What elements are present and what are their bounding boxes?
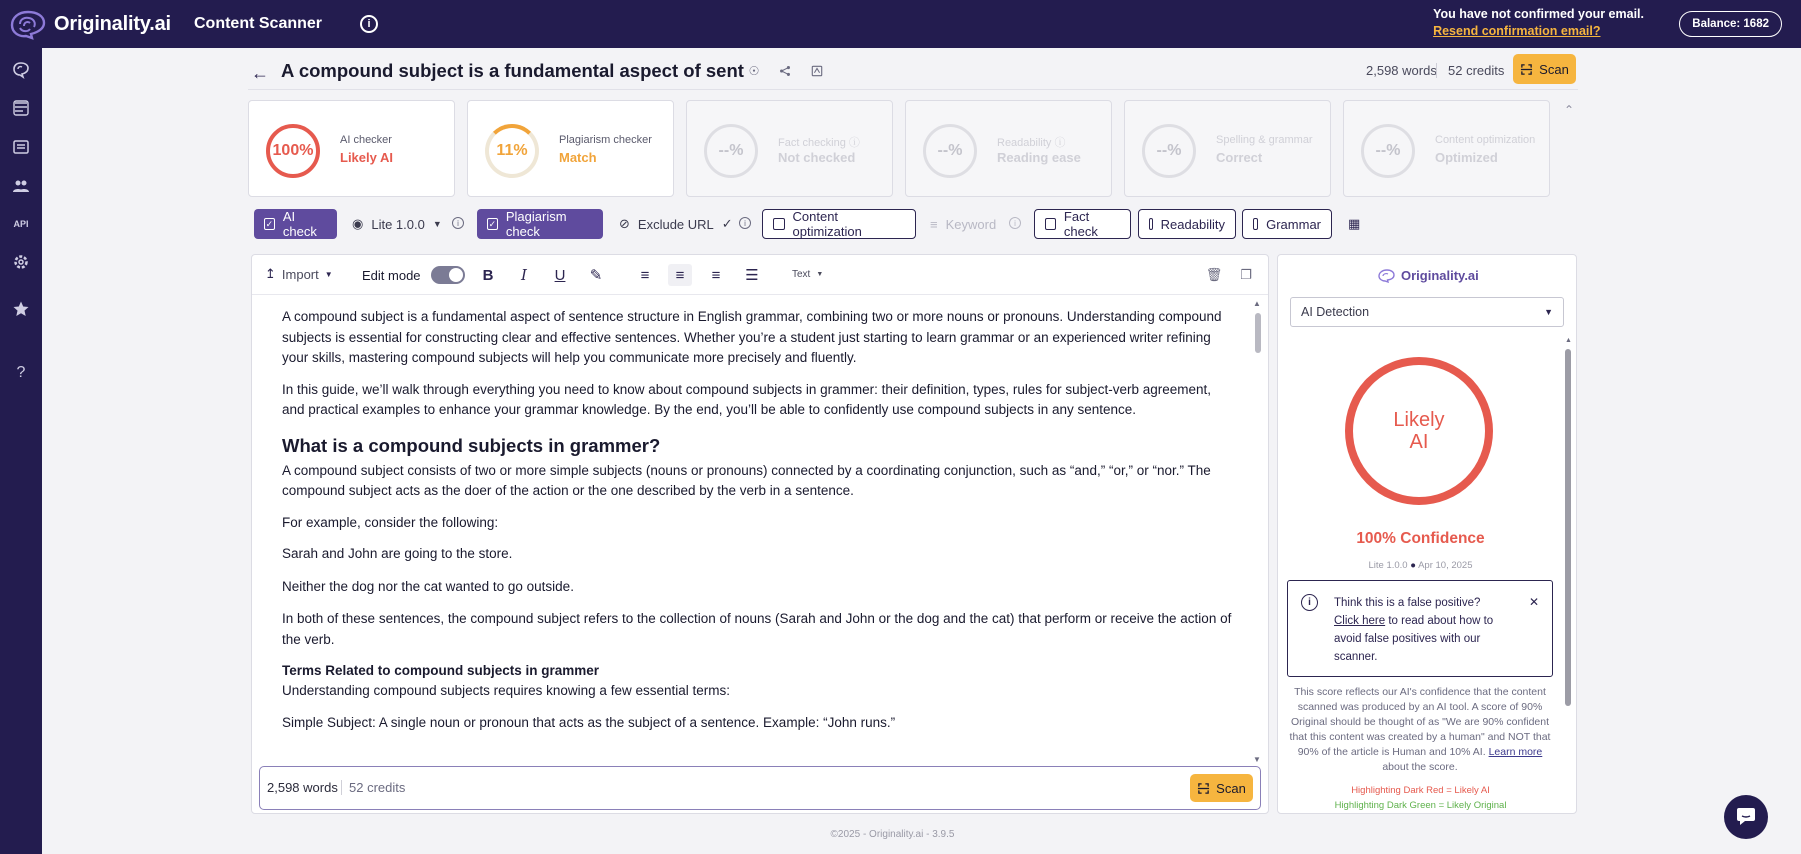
- chat-icon: [1735, 807, 1757, 827]
- model-select[interactable]: [342, 209, 452, 239]
- fact-check-label: Fact check: [1063, 209, 1098, 239]
- star-icon[interactable]: [11, 299, 31, 319]
- ring-text-line2: AI: [1409, 431, 1429, 453]
- close-icon[interactable]: ✕: [1528, 595, 1539, 609]
- ai-check-label: AI check: [282, 209, 317, 239]
- panel-brand-name: Originality.ai: [1401, 268, 1479, 283]
- plagiarism-check-toggle[interactable]: [477, 209, 603, 239]
- keyword-field[interactable]: [920, 209, 1006, 239]
- copy-icon[interactable]: ❐: [1240, 267, 1252, 282]
- exclude-url-info-icon[interactable]: i: [739, 217, 751, 229]
- link-off-icon: ⊘: [619, 216, 630, 231]
- model-version: Lite 1.0.0: [1368, 560, 1408, 571]
- false-positive-text: [1334, 594, 1514, 666]
- plagiarism-score-ring: 11%: [485, 124, 539, 178]
- likely-ai-ring: [1345, 357, 1493, 505]
- exclude-url-label: Exclude URL: [637, 216, 714, 232]
- grammar-label: Grammar: [1266, 216, 1321, 232]
- paragraph: Understanding compound subjects requires knowing a few essential terms:: [282, 683, 730, 698]
- paragraph: For example, consider the following:: [282, 514, 499, 530]
- brain-logo-icon: [8, 8, 48, 40]
- optimization-score-ring: --%: [1361, 124, 1415, 178]
- align-right-icon[interactable]: ≡: [711, 266, 721, 284]
- checkbox-icon: [1149, 218, 1153, 230]
- align-justify-icon[interactable]: ☰: [745, 267, 759, 284]
- plagiarism-check-label: Plagiarism check: [505, 209, 567, 239]
- footer-credits: 52 credits: [341, 780, 405, 795]
- fact-checking-card[interactable]: [686, 100, 893, 197]
- balance-button[interactable]: Balance: 1682: [1679, 11, 1782, 37]
- false-positive-title: Think this is a false positive?: [1334, 597, 1481, 609]
- grammar-toggle[interactable]: [1242, 209, 1332, 239]
- highlight-pen-icon[interactable]: ✎: [589, 267, 603, 284]
- bullet-list: [282, 544, 1232, 597]
- align-left-icon[interactable]: ≡: [640, 266, 650, 284]
- panel-brand: [1378, 268, 1479, 283]
- import-label: Import: [281, 266, 319, 282]
- card-label: Readability ⓘ: [997, 137, 1066, 149]
- share-icon[interactable]: [778, 64, 792, 78]
- caret-down-icon: ▼: [432, 219, 442, 229]
- editor: [251, 254, 1269, 814]
- score-explanation: [1287, 685, 1553, 775]
- text-style-label: Text: [792, 269, 811, 280]
- confidence-score: 100% Confidence: [1356, 530, 1485, 547]
- bullet-list: [282, 713, 1232, 734]
- app-name: Content Scanner: [194, 15, 323, 32]
- italic-icon[interactable]: I: [521, 266, 527, 284]
- plagiarism-checker-card[interactable]: [467, 100, 674, 197]
- panel-scrollbar[interactable]: [1565, 349, 1571, 706]
- calendar-icon[interactable]: ▦: [1348, 216, 1361, 231]
- copyright: ©2025 - Originality.ai - 3.9.5: [830, 829, 955, 840]
- email-notice-text: You have not confirmed your email.: [1433, 7, 1644, 21]
- scan-icon: [1197, 782, 1210, 795]
- bold-icon[interactable]: B: [482, 266, 494, 284]
- chat-button[interactable]: [1724, 795, 1768, 839]
- editor-scrollbar[interactable]: [1255, 313, 1261, 353]
- checkbox-icon: [773, 218, 785, 230]
- trash-icon[interactable]: 🗑: [1205, 267, 1223, 282]
- editor-content[interactable]: [282, 307, 1232, 762]
- card-label: Fact checking ⓘ: [778, 137, 860, 149]
- brain-icon[interactable]: [11, 60, 31, 80]
- resend-confirmation-link[interactable]: Resend confirmation email?: [1433, 24, 1601, 38]
- checkbox-checked-icon: ✓: [488, 218, 497, 229]
- readability-toggle[interactable]: [1138, 209, 1236, 239]
- check-icon: ✓: [721, 216, 733, 231]
- brand-name: Originality.ai: [54, 12, 171, 35]
- edit-mode-control: [362, 266, 465, 284]
- about-score-text: about the score.: [1382, 761, 1458, 773]
- credits-count: 52 credits: [1436, 63, 1504, 78]
- scanner-icon[interactable]: [11, 98, 31, 118]
- caret-down-icon: ▼: [324, 269, 333, 279]
- dot-separator: ●: [1410, 560, 1416, 571]
- readability-card[interactable]: [905, 100, 1112, 197]
- paragraph: A compound subject is a fundamental aspect of sentence structure in English grammar, combining two or more nouns or pronouns. Understanding compound subjects is essential for constructing clear and effective sentences. Whether you’re a student just starting to learn grammar or an experienced writer refining your skills, mastering compound subjects will help you communicate more precisely and fluently.: [282, 309, 1222, 365]
- checkbox-checked-icon: ✓: [265, 218, 274, 229]
- click-here-link[interactable]: Click here: [1334, 615, 1386, 627]
- false-positive-notice: [1287, 580, 1553, 677]
- scroll-up-arrow-icon[interactable]: ▲: [1565, 337, 1572, 344]
- model-info-icon[interactable]: i: [452, 217, 464, 229]
- checkbox-icon: [1045, 218, 1056, 230]
- word-count: 2,598 words: [1366, 63, 1437, 78]
- scan-button[interactable]: [1513, 54, 1576, 84]
- ai-check-toggle[interactable]: [254, 209, 337, 239]
- card-label: Plagiarism checker: [559, 134, 652, 146]
- false-positive-rest: to read about how to avoid false positives with our scanner.: [1334, 615, 1494, 663]
- scroll-down-arrow-icon[interactable]: ▼: [1253, 755, 1261, 764]
- card-label: AI checker: [340, 134, 392, 146]
- list-item: • Sarah and John are going to the store.: [282, 544, 1232, 565]
- list-item: • Neither the dog nor the cat wanted to go outside.: [282, 577, 1232, 598]
- scan-label: Scan: [1216, 780, 1246, 796]
- fact-check-toggle[interactable]: [1034, 209, 1131, 239]
- exclude-url-button[interactable]: [609, 209, 743, 239]
- highlight-legend-green: Highlighting Dark Green = Likely Original: [1334, 800, 1507, 811]
- library-icon[interactable]: [11, 137, 31, 157]
- logo[interactable]: [0, 8, 182, 40]
- back-arrow-icon[interactable]: ←: [251, 63, 269, 83]
- team-icon[interactable]: [11, 176, 31, 196]
- ring-text-line1: Likely: [1393, 409, 1445, 431]
- card-result: Optimized: [1435, 150, 1498, 165]
- readability-label: Readability: [1160, 216, 1225, 232]
- api-icon[interactable]: [11, 214, 31, 234]
- content-optimization-label: Content optimization: [792, 209, 862, 239]
- side-nav: [0, 48, 42, 854]
- caret-down-icon: ▼: [816, 271, 824, 278]
- editor-footer: [259, 766, 1261, 810]
- document-title[interactable]: A compound subject is a fundamental aspect of sent: [281, 60, 744, 81]
- learn-more-link[interactable]: Learn more: [1488, 746, 1543, 758]
- brain-logo-icon: [1378, 269, 1396, 283]
- info-icon: i: [1301, 594, 1318, 611]
- keyword-icon: ≡: [930, 216, 938, 232]
- keyword-label: Keyword: [945, 216, 997, 232]
- ai-checker-card[interactable]: [248, 100, 455, 197]
- model-version-date: [1278, 560, 1563, 571]
- card-label: Content optimization: [1435, 134, 1536, 146]
- footer-scan-button[interactable]: [1190, 774, 1253, 802]
- card-result: Correct: [1216, 150, 1263, 165]
- content-optimization-card[interactable]: [1343, 100, 1550, 197]
- scan-label: Scan: [1539, 61, 1569, 77]
- text-style-select[interactable]: [792, 269, 823, 280]
- paragraph: In both of these sentences, the compound subject refers to the collection of nouns (Sarah and John or the dog and the cat) that perform or receive the action of the verb.: [282, 611, 1232, 647]
- scroll-up-arrow-icon[interactable]: ▲: [1253, 299, 1261, 308]
- footer-word-count: 2,598 words: [267, 780, 338, 795]
- subheading: Terms Related to compound subjects in grammer: [282, 663, 600, 678]
- checkbox-icon: [1253, 218, 1258, 230]
- top-bar: [0, 0, 1801, 48]
- highlight-legend-red: Highlighting Dark Red = Likely AI: [1351, 785, 1490, 796]
- spelling-grammar-card[interactable]: [1124, 100, 1331, 197]
- email-notice: [1433, 7, 1644, 38]
- target-icon[interactable]: ☉: [748, 64, 760, 78]
- editor-toolbar: [252, 255, 1268, 295]
- fact-score-ring: --%: [704, 124, 758, 178]
- chevron-up-icon[interactable]: ⌃: [1564, 103, 1575, 117]
- card-result: Reading ease: [997, 150, 1081, 165]
- api-label: API: [13, 219, 29, 229]
- paragraph: A compound subject consists of two or more simple subjects (nouns or pronouns) connected by a coordinating conjunction, such as “and,” “or,” or “nor.” The compound subject acts as the doer of the action or the one described by the verb in a sentence.: [282, 462, 1211, 498]
- card-result: Match: [559, 150, 597, 165]
- heading: What is a compound subjects in grammer?: [282, 434, 661, 456]
- content-optimization-toggle[interactable]: [762, 209, 916, 239]
- settings-icon[interactable]: [11, 252, 31, 272]
- report-icon[interactable]: [810, 64, 824, 78]
- globe-icon: ◉: [352, 216, 364, 231]
- list-item: • Simple Subject: A single noun or pronoun that acts as the subject of a sentence. Example: “John runs.”: [282, 713, 1232, 734]
- results-panel: [1277, 254, 1577, 814]
- import-button[interactable]: [265, 266, 333, 282]
- keyword-info-icon[interactable]: i: [1009, 217, 1021, 229]
- scan-date: Apr 10, 2025: [1418, 560, 1473, 571]
- explanation-text: This score reflects our AI's confidence that the content scanned was produced by an AI tool. A score of 90% Original should be thought of as "We are 90% confident that this content was created by a human" and NOT that 90% of the article is Human and 10% AI.: [1289, 686, 1551, 758]
- readability-score-ring: --%: [923, 124, 977, 178]
- detection-type-select[interactable]: [1290, 297, 1564, 327]
- info-icon[interactable]: i: [360, 15, 378, 33]
- caret-down-icon: ▼: [1544, 307, 1553, 317]
- help-icon[interactable]: ?: [16, 364, 26, 381]
- card-label: Spelling & grammar: [1216, 134, 1313, 146]
- align-center-icon[interactable]: ≡: [668, 264, 692, 286]
- ai-score-ring: 100%: [266, 124, 320, 178]
- model-label: Lite 1.0.0: [371, 216, 425, 232]
- edit-mode-toggle[interactable]: [431, 266, 465, 284]
- paragraph: In this guide, we’ll walk through everything you need to know about compound subjects in grammer: their definition, types, rules for subject-verb agreement, and practical examples to enhance your grammar knowledge. By the end, you’ll be able to confidently use compound subjects in any sentence.: [282, 381, 1211, 417]
- edit-mode-label: Edit mode: [362, 267, 421, 283]
- grammar-score-ring: --%: [1142, 124, 1196, 178]
- scan-icon: [1520, 63, 1533, 76]
- underline-icon[interactable]: U: [554, 266, 566, 284]
- title-divider: [248, 89, 1578, 90]
- detection-type-value: AI Detection: [1301, 305, 1370, 319]
- card-result: Not checked: [778, 150, 856, 165]
- upload-icon: ↥: [265, 266, 276, 281]
- card-result: Likely AI: [340, 150, 393, 165]
